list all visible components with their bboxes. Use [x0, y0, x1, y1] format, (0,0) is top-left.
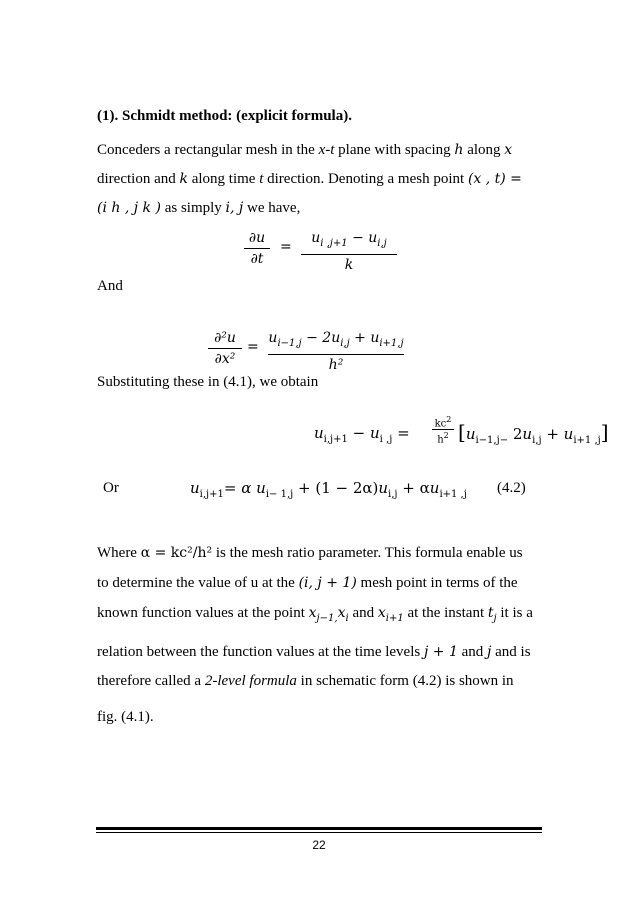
substitution-text: Substituting these in (4.1), we obtain [97, 374, 319, 390]
paragraph-line: therefore called a 2-level formula in schematic form (4.2) is shown in [97, 673, 514, 689]
paragraph-line: Where α = kc²/h² is the mesh ratio parameter. This formula enable us [97, 545, 523, 561]
section-heading: (1). Schmidt method: (explicit formula). [97, 108, 352, 124]
page-number: 22 [312, 838, 326, 852]
and-label: And [97, 278, 123, 294]
equation-label: (4.2) [497, 480, 526, 496]
paragraph-line: known function values at the point $x_{j-1,}x_i$ and $x_{i+1}$ at the instant $t_j$ it is a [97, 605, 533, 624]
paragraph-line: Conceders a rectangular mesh in the x-t plane with spacing h along x [97, 142, 513, 158]
paragraph-line: direction and k along time t direction. Denoting a mesh point (x , t) = [97, 171, 522, 187]
footer-rule-thin [96, 832, 542, 833]
paragraph-line: (i h , j k ) as simply i, j we have, [97, 200, 301, 216]
paragraph-line: to determine the value of u at the (i, j + 1) mesh point in terms of the [97, 575, 518, 591]
footer-rule [96, 827, 542, 830]
paragraph-line: relation between the function values at the time levels j + 1 and j and is [97, 644, 531, 660]
equation-4-2: $u_{i,j+1}= \alpha$ $u_{i- 1,j} + (1 - 2\alpha)u_{i,j} + \alpha u_{i+1 ,j}$ [190, 479, 467, 500]
paragraph-line: fig. (4.1). [97, 709, 154, 725]
or-label: Or [103, 480, 119, 496]
